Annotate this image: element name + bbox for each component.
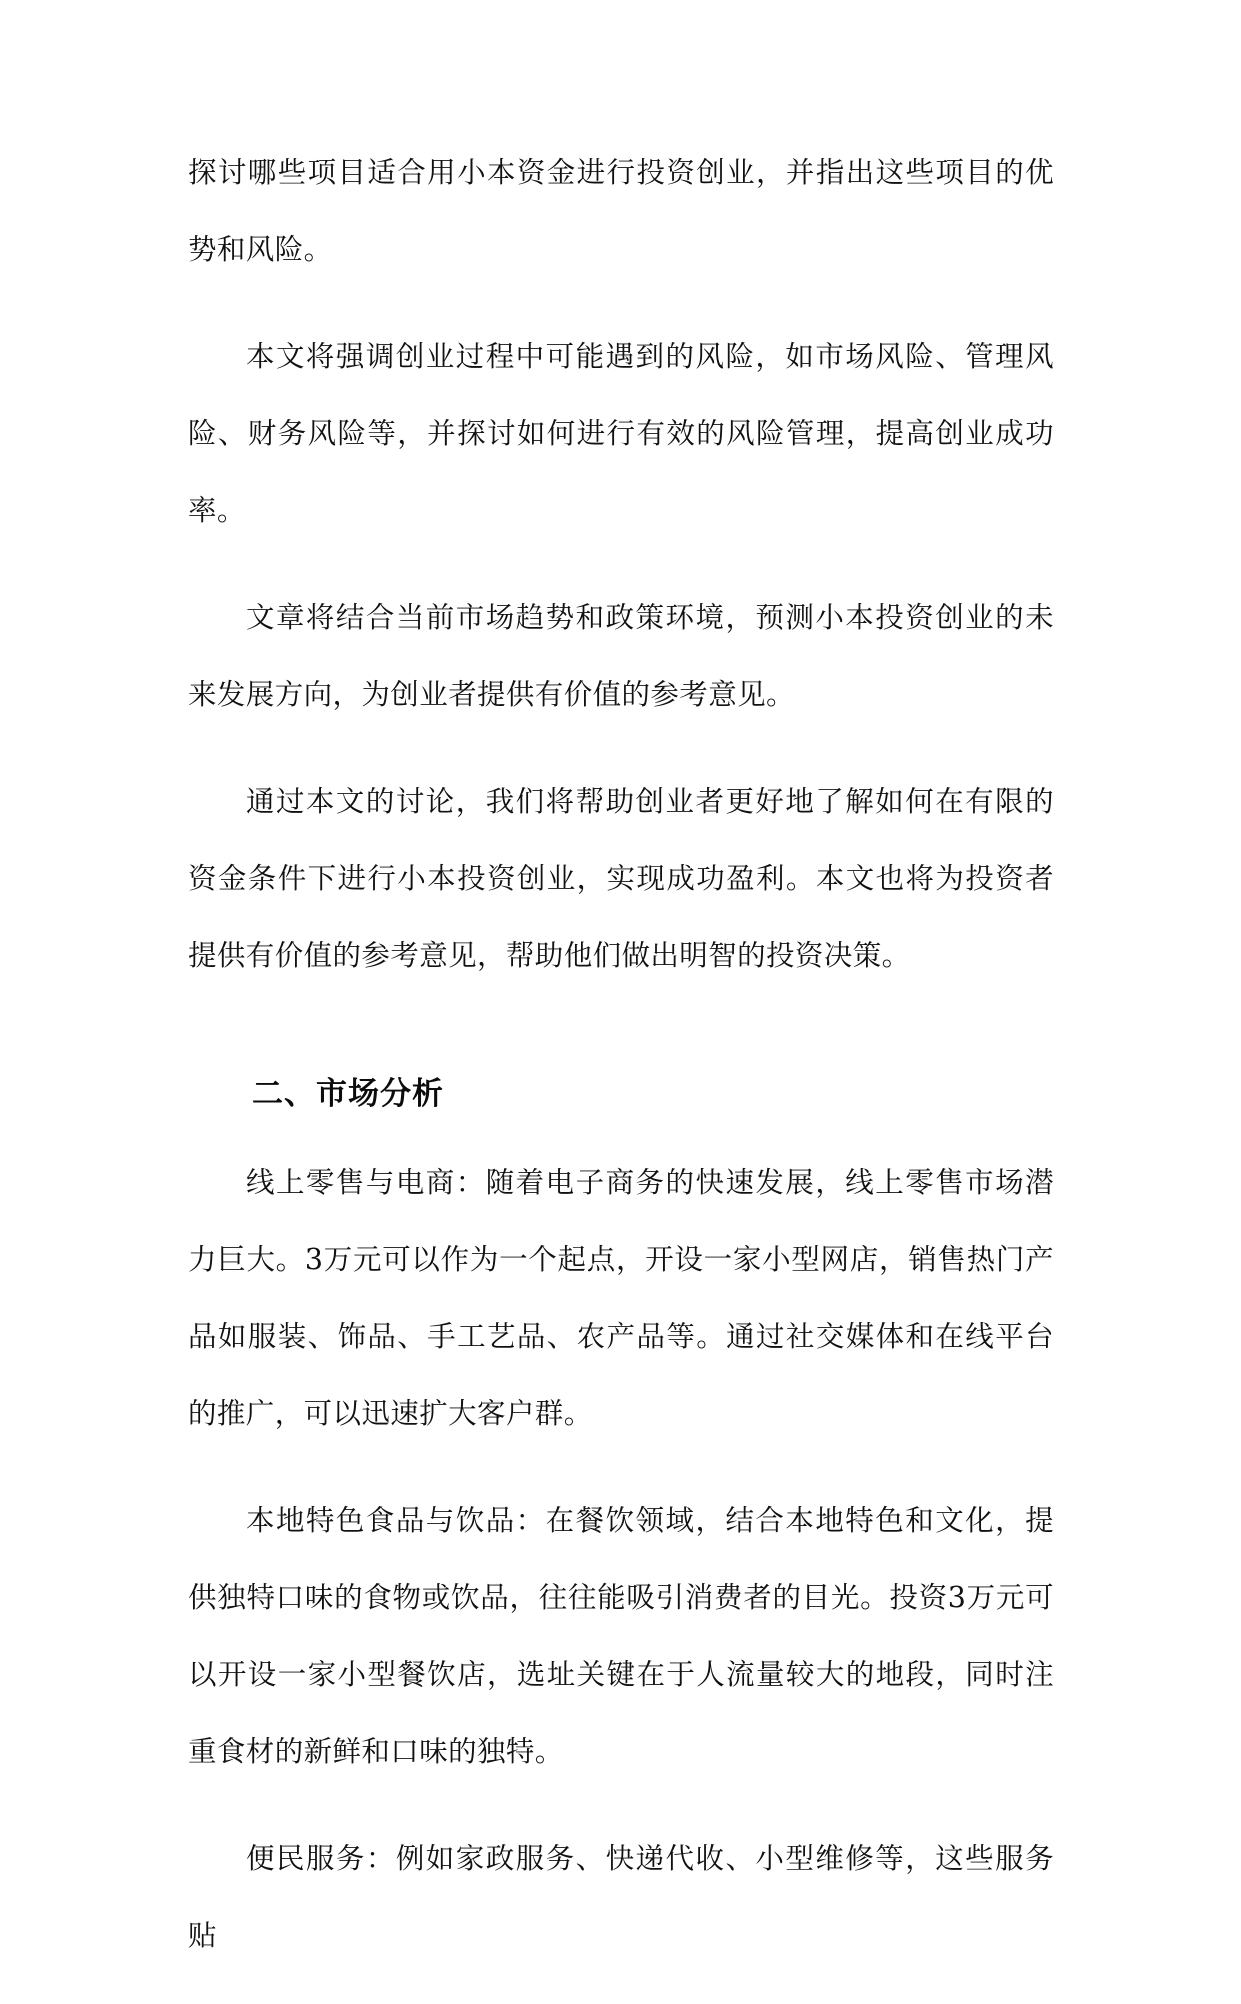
paragraph-conclusion: 通过本文的讨论，我们将帮助创业者更好地了解如何在有限的资金条件下进行小本投资创业，实现成功盈利。本文也将为投资者提供有价值的参考意见，帮助他们做出明智的投资决策。 <box>188 785 1054 972</box>
paragraph-risk-management: 本文将强调创业过程中可能遇到的风险，如市场风险、管理风险、财务风险等，并探讨如何进行有效的风险管理，提高创业成功率。 <box>188 340 1054 527</box>
paragraph-future-trends: 文章将结合当前市场趋势和政策环境，预测小本投资创业的未来发展方向，为创业者提供有价值的参考意见。 <box>188 601 1054 711</box>
paragraph-intro-continued: 探讨哪些项目适合用小本资金进行投资创业，并指出这些项目的优势和风险。 <box>188 156 1054 266</box>
paragraph-local-food: 本地特色食品与饮品：在餐饮领域，结合本地特色和文化，提供独特口味的食物或饮品，往往能吸引消费者的目光。投资3万元可以开设一家小型餐饮店，选址关键在于人流量较大的地段，同时注重食材的新鲜和口味的独特。 <box>188 1504 1054 1768</box>
document-body <box>188 134 1054 2004</box>
paragraph-online-retail: 线上零售与电商：随着电子商务的快速发展，线上零售市场潜力巨大。3万元可以作为一个起点，开设一家小型网店，销售热门产品如服装、饰品、手工艺品、农产品等。通过社交媒体和在线平台的推广，可以迅速扩大客户群。 <box>188 1166 1054 1430</box>
paragraph-convenience-services: 便民服务：例如家政服务、快递代收、小型维修等，这些服务贴 <box>188 1842 1054 1952</box>
section-heading-market-analysis: 二、市场分析 <box>252 1076 444 1112</box>
